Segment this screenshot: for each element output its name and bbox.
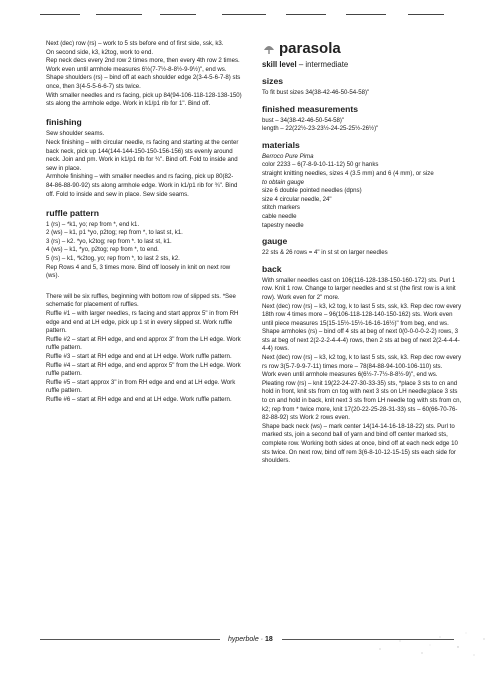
material-needles: straight knitting needles, sizes 4 (3.5 mm) and 6 (4 mm), or size (262, 169, 434, 177)
back-para-2: Next (dec) row (rs) – k3, k2 tog, k to last 5 sts, ssk, k3. Rep dec row every 18th row 4 times more – 96(106-118-128-140-150-162) sts. Work even until piece measures 15(15-15½-15½-16-16-16½)" from beg, end ws. (262, 302, 462, 327)
scan-noise (370, 629, 490, 659)
material-yarn: color 2233 – 6(7-8-9-10-11-12) 50 gr hanks (262, 161, 379, 169)
intro-line-3: Rep neck decs every 2nd row 2 times more, then every 4th row 2 times. (46, 57, 240, 65)
footer-rule-left (40, 639, 220, 640)
ruffle-6: Ruffle #6 – start at RH edge and end at LH edge. Work ruffle pattern. (46, 395, 232, 403)
right-column (262, 40, 462, 466)
material-circular: size 4 circular needle, 24" (262, 195, 332, 203)
sizes-heading: sizes (262, 76, 284, 86)
gauge-heading: gauge (262, 236, 288, 247)
back-para-7: Shape back neck (ws) – mark center 14(14-14-16-18-18-22) sts. Purl to marked sts, join a second ball of yarn and bind off center marked sts, complete row. Working both sides at once, bind off at each neck edge 10 sts twice. On next row, bind off rem 3(6-8-10-12-15-15) sts each side for shoulders. (262, 422, 458, 465)
yarn-brand: Berroco Pure Pima (262, 152, 314, 160)
intro-line-4: Work even until armhole measures 6½(7-7½-8-8½-9-9½)", end ws. (46, 65, 227, 73)
intro-line-1: Next (dec) row (rs) – work to 5 sts before end of first side, ssk, k3. (46, 40, 224, 47)
back-heading: back (262, 263, 282, 274)
material-dpns: size 6 double pointed needles (dpns) (262, 187, 362, 195)
ruffle-2: Ruffle #2 – start at RH edge, and end approx 3" from the LH edge. Work ruffle pattern. (46, 335, 241, 352)
material-markers: stitch markers (262, 204, 300, 212)
skill-label: skill level (262, 60, 297, 69)
ruffle-row-3: 3 (rs) – k2. *yo, k2tog; rep from *. to last st, k1. (46, 237, 172, 245)
gauge-note: to obtain gauge (262, 178, 305, 186)
back-para-1: With smaller needles cast on 106(116-128-138-150-160-172) sts. Purl 1 row. Knit 1 row. Change to larger needles and st st (the first row is a knit row). Work even for 2" more. (262, 276, 456, 301)
finishing-para-2: Neck finishing – with circular needle, rs facing and starting at the center back neck, pick up 144(144-144-150-150-156-156) sts evenly around neck. Join and pm. Work in k1/p1 rib for ¾". Bind off. Fold to inside and sew in place. (46, 138, 239, 172)
back-para-3: Shape armholes (rs) – bind off 4 sts at beg of next 0(0-0-0-0-2-2) rows, 3 sts at beg of next 2(2-2-2-4-4-4) rows, then 2 sts at beg of next 2(2-4-4-4-4-4) rows. (262, 328, 460, 353)
skill-level: skill level – intermediate (262, 60, 349, 69)
top-rule-marks (0, 14, 494, 20)
ruffle-row-5: 5 (rs) – k1, *k2tog, yo; rep from *, to last 2 sts, k2. (46, 255, 180, 263)
material-cable-needle: cable needle (262, 212, 297, 220)
ruffle-1: Ruffle #1 – with larger needles, rs facing and start approx 5" in from RH edge and end at LH edge, pick up 1 st in every slipped st. Work ruffle pattern. (46, 310, 239, 335)
skill-value: intermediate (305, 60, 349, 69)
pattern-title-text: parasola (279, 40, 341, 57)
ruffle-5: Ruffle #5 – start approx 3" in from RH edge and end at LH edge. Work ruffle pattern. (46, 378, 236, 395)
ruffle-4: Ruffle #4 – start at RH edge, and end approx 5" from the LH edge. Work ruffle pattern. (46, 361, 241, 378)
gauge-text: 22 sts & 26 rows = 4" in st st on larger needles (262, 249, 388, 257)
bust-measurement: bust – 34(38-42-46-50-54-58)" (262, 116, 345, 124)
finishing-heading: finishing (46, 117, 82, 128)
ruffle-row-1: 1 (rs) – *k1, yo; rep from *, end k1. (46, 220, 140, 228)
pattern-title (262, 40, 462, 58)
ruffle-3: Ruffle #3 – start at RH edge and end at LH edge. Work ruffle pattern. (46, 353, 232, 360)
back-para-6: Pleating row (rs) – knit 19(22-24-27-30-33-35) sts, *place 3 sts to cn and hold in front, knit sts from cn tog with next 3 sts on LH needle;place 3 sts to cn and hold in back, knit next 3 sts from LH needle tog with sts from cn, k2; rep from * twice more, knit 17(20-22-25-28-31-33) sts – 60(66-70-76-82-88-92) sts Work 2 rows even. (262, 379, 462, 422)
ruffle-row-4: 4 (ws) – k1, *yo, p2tog; rep from *, to end. (46, 246, 159, 254)
footer-text: hyperbole · 18 (228, 636, 273, 643)
ruffle-pattern-heading: ruffle pattern (46, 207, 99, 218)
length-measurement: length – 22(22½-23-23½-24-25-25½-26½)" (262, 125, 379, 133)
finishing-para-3: Armhole finishing – with smaller needles and rs facing, pick up 80(82-84-86-88-90-92) sts along armhole edge. Work in k1/p1 rib for ¾". Bind off. Fold to inside and sew in place. Sew side seams. (46, 173, 238, 198)
finishing-para-1: Sew shoulder seams. (46, 130, 105, 138)
sizes-text: To fit bust sizes 34(38-42-46-50-54-58)" (262, 89, 370, 96)
intro-line-6: With smaller needles and rs facing, pick up 84(94-106-118-128-138-150) sts along the armhole edge. Work in k1/p1 rib for 1". Bind off. (46, 91, 242, 108)
back-para-4: Next (dec) row (rs) – k3, k2 tog, k to last 5 sts, ssk, k3. Rep dec row every rs row 3(5-7-9-9-7-11) times more – 78(84-88-94-100-106-110) sts. (262, 354, 462, 370)
material-tapestry-needle: tapestry needle (262, 221, 304, 229)
magazine-name: hyperbole (228, 636, 259, 643)
intro-line-5: Shape shoulders (rs) – bind off at each shoulder edge 2(3-4-5-6-7-8) sts once, then 3(4-5-5-6-6-7) sts twice. (46, 74, 241, 90)
page-number: 18 (264, 636, 273, 643)
left-column (46, 40, 242, 405)
parasol-icon (262, 41, 276, 55)
ruffle-repeat: Rep Rows 4 and 5, 3 times more. Bind off loosely in knit on next row (ws). (46, 263, 231, 280)
back-para-5: Work even until armhole measures 6(6½-7-7½-8-8½-9)", end ws. (262, 371, 438, 379)
ruffle-intro: There will be six ruffles, beginning with bottom row of slipped sts. *See schematic for placement of ruffles. (46, 292, 236, 309)
materials-heading: materials (262, 139, 300, 150)
measurements-heading: finished measurements (262, 103, 358, 114)
intro-line-2: On second side, k3, k2tog, work to end. (46, 48, 154, 56)
ruffle-row-2: 2 (ws) – k1, p1 *yo, p2tog; rep from *, to last st, k1. (46, 229, 183, 237)
